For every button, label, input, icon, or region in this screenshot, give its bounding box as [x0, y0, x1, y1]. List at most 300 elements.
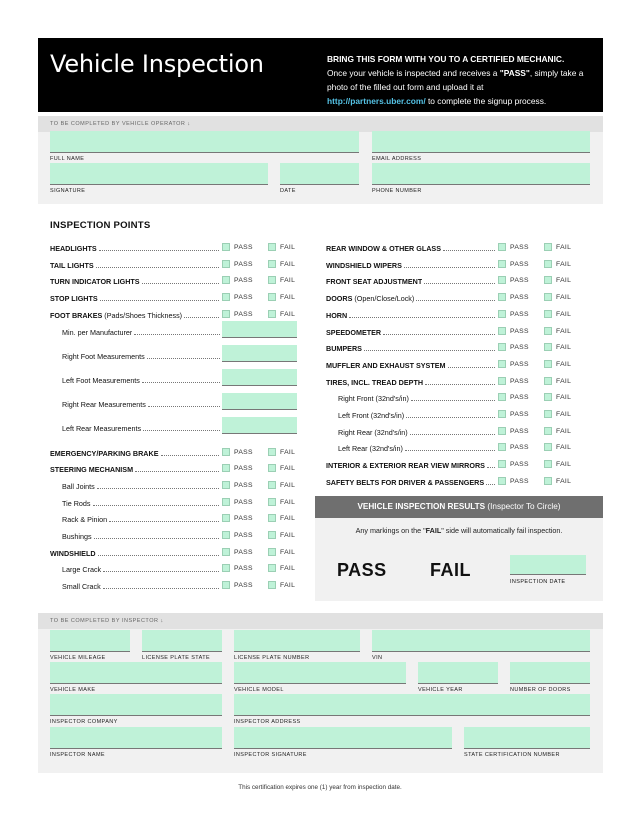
measurement-field[interactable] [222, 345, 297, 362]
pass-checkbox[interactable] [222, 514, 230, 522]
results-title: VEHICLE INSPECTION RESULTS [357, 502, 486, 511]
inspection-row [50, 497, 310, 509]
dot-leader [161, 455, 220, 456]
dot-leader [103, 588, 219, 589]
inspection-row [50, 580, 310, 592]
pass-label: PASS [234, 515, 253, 523]
measurement-field[interactable] [222, 393, 297, 410]
pass-label: PASS [234, 582, 253, 590]
fail-checkbox[interactable] [268, 498, 276, 506]
fail-checkbox[interactable] [544, 343, 552, 351]
inspection-row [326, 259, 596, 271]
inspection-item-name: TAIL LIGHTS [50, 260, 94, 270]
instruction-link-line [327, 94, 597, 108]
inspection-item-label [326, 294, 414, 303]
inspection-item-name: FOOT BRAKES [50, 310, 103, 320]
page-title: Vehicle Inspection [50, 50, 264, 78]
fail-label: FAIL [556, 394, 572, 402]
pass-checkbox[interactable] [498, 477, 506, 485]
dot-leader [109, 521, 219, 522]
pass-label: PASS [510, 344, 529, 352]
inspection-item-label [326, 361, 446, 370]
inspector-name-field[interactable] [50, 727, 222, 758]
fail-label: FAIL [556, 444, 572, 452]
inspection-item-label [62, 376, 140, 385]
fail-label: FAIL [556, 377, 572, 385]
inspection-row [50, 447, 310, 459]
inspection-item-detail: (Open/Close/Lock) [352, 294, 415, 304]
pass-checkbox[interactable] [498, 427, 506, 435]
fail-checkbox[interactable] [544, 477, 552, 485]
pass-label: PASS [234, 294, 253, 302]
inspection-item-detail: (Pads/Shoes Thickness) [102, 310, 183, 320]
dot-leader [411, 400, 495, 401]
fail-label: FAIL [280, 465, 296, 473]
dot-leader [448, 367, 495, 368]
pass-checkbox[interactable] [498, 310, 506, 318]
fail-label: FAIL [280, 515, 296, 523]
pass-label: PASS [234, 277, 253, 285]
inspection-row [326, 342, 596, 354]
pass-checkbox[interactable] [222, 276, 230, 284]
fail-checkbox[interactable] [544, 360, 552, 368]
vehicle-year-field[interactable] [418, 662, 498, 693]
pass-label: PASS [510, 244, 529, 251]
inspection-item-name: TIRES, INCL. TREAD DEPTH [326, 377, 424, 387]
inspector-signature-label: INSPECTOR SIGNATURE [234, 752, 307, 758]
pass-checkbox[interactable] [222, 310, 230, 318]
fail-label: FAIL [280, 532, 296, 539]
inspection-item-label [50, 311, 182, 320]
pass-checkbox[interactable] [498, 293, 506, 301]
inspection-item-label [62, 352, 145, 361]
inspection-item-name: FRONT SEAT ADJUSTMENT [326, 277, 423, 287]
inspection-row [326, 326, 596, 338]
pass-label: PASS [234, 244, 253, 251]
pass-label: PASS [234, 310, 253, 318]
inspection-item-detail: Bushings [62, 532, 92, 541]
inspection-row [50, 513, 310, 525]
fail-label: FAIL [280, 565, 296, 573]
dot-leader [487, 467, 495, 468]
fail-label: FAIL [280, 481, 296, 489]
pass-label: PASS [234, 565, 253, 573]
pass-checkbox[interactable] [498, 276, 506, 284]
email-field[interactable] [372, 131, 590, 162]
fail-label: FAIL [280, 448, 296, 456]
pass-label: PASS [234, 548, 253, 556]
inspection-item-label [326, 277, 422, 286]
inspection-row [50, 547, 310, 559]
pass-checkbox[interactable] [222, 581, 230, 589]
pass-checkbox[interactable] [498, 327, 506, 335]
vin-label: VIN [372, 655, 383, 661]
inspection-item-detail: Rack & Pinion [62, 515, 108, 525]
inspection-row [50, 309, 310, 321]
pass-checkbox[interactable] [222, 243, 230, 251]
fail-checkbox[interactable] [268, 276, 276, 284]
inspection-item-detail: Left Foot Measurements [62, 375, 140, 385]
inspector-section [38, 613, 603, 773]
pass-label: PASS [234, 532, 253, 539]
fail-label: FAIL [280, 498, 296, 506]
results-note [315, 526, 603, 535]
inspection-item-label [338, 444, 403, 453]
dot-leader [410, 434, 495, 435]
fail-label: FAIL [280, 310, 296, 318]
inspection-item-name: WINDSHIELD WIPERS [326, 260, 402, 270]
signature-field[interactable] [50, 163, 268, 194]
dot-leader [486, 484, 495, 485]
pass-checkbox[interactable] [222, 498, 230, 506]
fail-label: FAIL [556, 260, 572, 268]
inspection-row [50, 374, 310, 386]
inspection-item-label [50, 261, 94, 270]
number-of-doors-field[interactable] [510, 662, 590, 693]
inspection-item-detail: Left Front (32nd's/in) [338, 411, 405, 420]
inspection-row [326, 242, 596, 254]
inspector-signature-field[interactable] [234, 727, 452, 758]
dot-leader [142, 382, 220, 383]
fail-label: FAIL [556, 411, 572, 418]
fail-checkbox[interactable] [544, 310, 552, 318]
inspection-row [50, 422, 310, 434]
pass-checkbox[interactable] [222, 564, 230, 572]
inspection-item-name: REAR WINDOW & OTHER GLASS [326, 244, 441, 253]
inspection-item-label [338, 428, 408, 437]
dot-leader [100, 300, 219, 301]
inspection-date-field[interactable] [510, 555, 586, 575]
inspection-row [50, 326, 310, 338]
dot-leader [416, 300, 495, 301]
pass-checkbox[interactable] [498, 393, 506, 401]
result-pass[interactable]: PASS [337, 560, 387, 580]
fail-label: FAIL [556, 244, 572, 251]
inspection-item-label [50, 277, 140, 286]
inspection-points-title: INSPECTION POINTS [50, 220, 151, 231]
fail-checkbox[interactable] [544, 260, 552, 268]
fail-checkbox[interactable] [544, 377, 552, 385]
inspection-date-label: INSPECTION DATE [510, 579, 566, 585]
results-note-c: " side will automatically fail inspection. [441, 526, 563, 535]
inspection-item-detail: Min. per Manufacturer [62, 327, 133, 337]
fail-label: FAIL [556, 360, 572, 368]
fail-label: FAIL [280, 244, 296, 251]
pass-checkbox[interactable] [222, 293, 230, 301]
inspection-item-label [62, 565, 101, 574]
pass-label: PASS [510, 360, 529, 368]
dot-leader [424, 283, 495, 284]
inspector-name-label: INSPECTOR NAME [50, 752, 106, 758]
vin-field[interactable] [372, 630, 590, 661]
inspection-row [50, 398, 310, 410]
fail-label: FAIL [280, 260, 296, 268]
instruction-pass-word: "PASS" [499, 68, 530, 78]
pass-label: PASS [510, 260, 529, 268]
inspection-row [326, 359, 596, 371]
inspection-item-label [62, 328, 132, 337]
dot-leader [147, 358, 220, 359]
fail-label: FAIL [556, 327, 572, 335]
fail-checkbox[interactable] [544, 427, 552, 435]
inspection-item-detail: Large Crack [62, 565, 102, 575]
dot-leader [383, 334, 495, 335]
inspection-row [326, 309, 596, 321]
inspection-item-name: SPEEDOMETER [326, 327, 382, 337]
dot-leader [142, 283, 219, 284]
inspector-address-field[interactable] [234, 694, 590, 725]
dot-leader [405, 450, 495, 451]
fail-label: FAIL [556, 427, 572, 435]
pass-label: PASS [510, 327, 529, 335]
plate-state-label: LICENSE PLATE STATE [142, 655, 211, 661]
fail-label: FAIL [280, 548, 296, 556]
inspection-row [326, 426, 596, 438]
pass-label: PASS [510, 377, 529, 385]
fail-checkbox[interactable] [544, 276, 552, 284]
measurement-field[interactable] [222, 369, 297, 386]
instruction-text-2: , simply take a photo of the filled out form and upload it at [327, 68, 584, 92]
pass-checkbox[interactable] [498, 243, 506, 251]
vehicle-model-field[interactable] [234, 662, 406, 693]
inspection-row [326, 459, 596, 471]
fail-checkbox[interactable] [268, 564, 276, 572]
vehicle-make-label: VEHICLE MAKE [50, 687, 96, 693]
plate-state-field[interactable] [142, 630, 222, 661]
full-name-field[interactable] [50, 131, 359, 162]
state-certification-label: STATE CERTIFICATION NUMBER [464, 752, 560, 758]
fail-checkbox[interactable] [268, 243, 276, 251]
plate-number-field[interactable] [234, 630, 360, 661]
inspection-item-name: HEADLIGHTS [50, 244, 97, 253]
header-instructions [327, 52, 597, 108]
fail-checkbox[interactable] [268, 310, 276, 318]
inspection-item-name: HORN [326, 310, 348, 320]
instruction-text-1: Once your vehicle is inspected and receives a [327, 68, 500, 78]
inspection-item-label [50, 294, 98, 303]
inspection-row [50, 463, 310, 475]
inspection-item-label [50, 549, 96, 558]
inspection-item-name: SAFETY BELTS FOR DRIVER & PASSENGERS [326, 477, 485, 487]
inspection-row [326, 392, 596, 404]
inspection-item-label [62, 482, 95, 491]
fail-checkbox[interactable] [544, 460, 552, 468]
inspection-item-name: TURN INDICATOR LIGHTS [50, 277, 140, 287]
dot-leader [97, 488, 219, 489]
inspection-item-label [326, 461, 485, 470]
instruction-heading: BRING THIS FORM WITH YOU TO A CERTIFIED MECHANIC. [327, 54, 565, 64]
fail-checkbox[interactable] [268, 464, 276, 472]
fail-checkbox[interactable] [544, 243, 552, 251]
inspection-item-label [62, 424, 141, 433]
inspection-item-label [338, 411, 404, 420]
inspection-item-detail: Right Foot Measurements [62, 351, 145, 361]
vehicle-mileage-label: VEHICLE MILEAGE [50, 655, 106, 661]
pass-checkbox[interactable] [222, 548, 230, 556]
result-fail[interactable]: FAIL [430, 560, 471, 580]
pass-label: PASS [510, 310, 529, 318]
vehicle-year-label: VEHICLE YEAR [418, 687, 463, 693]
fail-checkbox[interactable] [268, 514, 276, 522]
pass-label: PASS [510, 461, 529, 469]
fail-label: FAIL [556, 344, 572, 352]
inspection-item-label [62, 532, 92, 541]
header-banner [38, 38, 603, 112]
dot-leader [425, 384, 495, 385]
pass-checkbox[interactable] [498, 410, 506, 418]
pass-checkbox[interactable] [498, 443, 506, 451]
pass-checkbox[interactable] [222, 260, 230, 268]
pass-checkbox[interactable] [222, 464, 230, 472]
inspection-item-label [62, 515, 107, 524]
inspection-item-name: EMERGENCY/PARKING BRAKE [50, 448, 159, 458]
inspector-company-field[interactable] [50, 694, 222, 725]
dot-leader [134, 334, 220, 335]
inspection-item-label [326, 244, 441, 253]
pass-checkbox[interactable] [498, 260, 506, 268]
results-note-fail: FAIL [425, 526, 442, 535]
pass-checkbox[interactable] [498, 377, 506, 385]
dot-leader [94, 538, 219, 539]
pass-label: PASS [510, 277, 529, 285]
inspection-row [326, 409, 596, 421]
inspection-item-detail: Left Rear Measurements [62, 424, 142, 434]
pass-checkbox[interactable] [498, 343, 506, 351]
inspector-company-label: INSPECTOR COMPANY [50, 719, 118, 725]
dot-leader [404, 267, 495, 268]
inspection-item-name: BUMPERS [326, 344, 362, 354]
pass-label: PASS [510, 411, 529, 418]
inspection-item-detail: Right Rear (32nd's/in) [338, 427, 408, 437]
full-name-label: FULL NAME [50, 156, 85, 162]
inspection-item-name: INTERIOR & EXTERIOR REAR VIEW MIRRORS [326, 461, 485, 471]
inspector-section-bar: TO BE COMPLETED BY INSPECTOR ↓ [38, 613, 603, 629]
dot-leader [148, 406, 220, 407]
pass-checkbox[interactable] [498, 360, 506, 368]
inspection-item-name: STOP LIGHTS [50, 294, 98, 304]
measurement-field[interactable] [222, 321, 297, 338]
vehicle-mileage-field[interactable] [50, 630, 130, 661]
inspection-row [326, 476, 596, 488]
date-label: DATE [280, 188, 296, 194]
measurement-field[interactable] [222, 417, 297, 434]
inspection-row [326, 442, 596, 454]
fail-label: FAIL [280, 277, 296, 285]
fail-checkbox[interactable] [544, 410, 552, 418]
results-header [315, 496, 603, 518]
inspection-item-name: STEERING MECHANISM [50, 465, 134, 475]
pass-label: PASS [510, 394, 529, 402]
fail-label: FAIL [280, 294, 296, 302]
fail-checkbox[interactable] [544, 393, 552, 401]
pass-label: PASS [234, 498, 253, 506]
inspection-item-detail: Left Rear (32nd's/in) [338, 444, 403, 454]
fail-checkbox[interactable] [268, 531, 276, 539]
vehicle-make-field[interactable] [50, 662, 222, 693]
dot-leader [364, 350, 495, 351]
fail-label: FAIL [556, 294, 572, 302]
inspection-item-label [326, 344, 362, 353]
pass-label: PASS [234, 481, 253, 489]
fail-label: FAIL [280, 582, 296, 590]
email-label: EMAIL ADDRESS [372, 156, 422, 162]
inspection-item-label [326, 261, 402, 270]
number-of-doors-label: NUMBER OF DOORS [510, 687, 571, 693]
fail-checkbox[interactable] [268, 581, 276, 589]
inspection-item-detail: Right Rear Measurements [62, 400, 146, 410]
dot-leader [143, 430, 220, 431]
pass-label: PASS [234, 260, 253, 268]
dot-leader [93, 505, 220, 506]
plate-number-label: LICENSE PLATE NUMBER [234, 655, 310, 661]
inspection-item-detail: Small Crack [62, 582, 101, 592]
fail-checkbox[interactable] [268, 481, 276, 489]
results-note-a: Any markings on the " [355, 526, 426, 535]
phone-field[interactable] [372, 163, 590, 194]
inspection-item-label [326, 311, 347, 320]
instruction-text-3: to complete the signup process. [425, 96, 547, 106]
fail-checkbox[interactable] [544, 293, 552, 301]
pass-label: PASS [510, 444, 529, 452]
pass-checkbox[interactable] [222, 448, 230, 456]
inspection-item-label [326, 478, 484, 487]
operator-section [38, 116, 603, 204]
inspection-row [50, 242, 310, 254]
inspection-item-detail: Ball Joints [62, 481, 95, 491]
inspection-row [50, 480, 310, 492]
fail-label: FAIL [556, 477, 572, 485]
fail-checkbox[interactable] [544, 443, 552, 451]
inspection-row [326, 275, 596, 287]
signature-label: SIGNATURE [50, 188, 86, 194]
pass-label: PASS [510, 477, 529, 485]
fail-checkbox[interactable] [268, 448, 276, 456]
inspection-item-label [62, 400, 146, 409]
fail-checkbox[interactable] [268, 548, 276, 556]
inspection-item-label [50, 465, 133, 474]
instruction-body [327, 66, 597, 94]
pass-label: PASS [510, 294, 529, 302]
pass-label: PASS [510, 427, 529, 435]
inspection-item-label [62, 499, 91, 508]
inspection-item-detail: Tie Rods [62, 498, 91, 508]
dot-leader [443, 250, 495, 251]
pass-checkbox[interactable] [222, 481, 230, 489]
results-subtitle: (Inspector To Circle) [485, 502, 561, 511]
pass-checkbox[interactable] [222, 531, 230, 539]
pass-label: PASS [234, 465, 253, 473]
inspection-item-detail: Right Front (32nd's/in) [338, 394, 409, 404]
state-certification-field[interactable] [464, 727, 590, 758]
results-panel [315, 496, 603, 601]
operator-section-bar: TO BE COMPLETED BY VEHICLE OPERATOR ↓ [38, 116, 603, 132]
partners-link[interactable]: http://partners.uber.com/ [327, 96, 426, 106]
fail-checkbox[interactable] [268, 260, 276, 268]
fail-checkbox[interactable] [268, 293, 276, 301]
pass-checkbox[interactable] [498, 460, 506, 468]
dot-leader [184, 317, 219, 318]
inspection-item-name: WINDSHIELD [50, 548, 96, 558]
inspection-row [326, 292, 596, 304]
inspector-address-label: INSPECTOR ADDRESS [234, 719, 301, 725]
fail-checkbox[interactable] [544, 327, 552, 335]
inspection-row [50, 259, 310, 271]
vehicle-model-label: VEHICLE MODEL [234, 687, 284, 693]
inspection-item-label [62, 582, 101, 591]
inspection-row [50, 292, 310, 304]
dot-leader [406, 417, 495, 418]
date-field[interactable] [280, 163, 359, 194]
